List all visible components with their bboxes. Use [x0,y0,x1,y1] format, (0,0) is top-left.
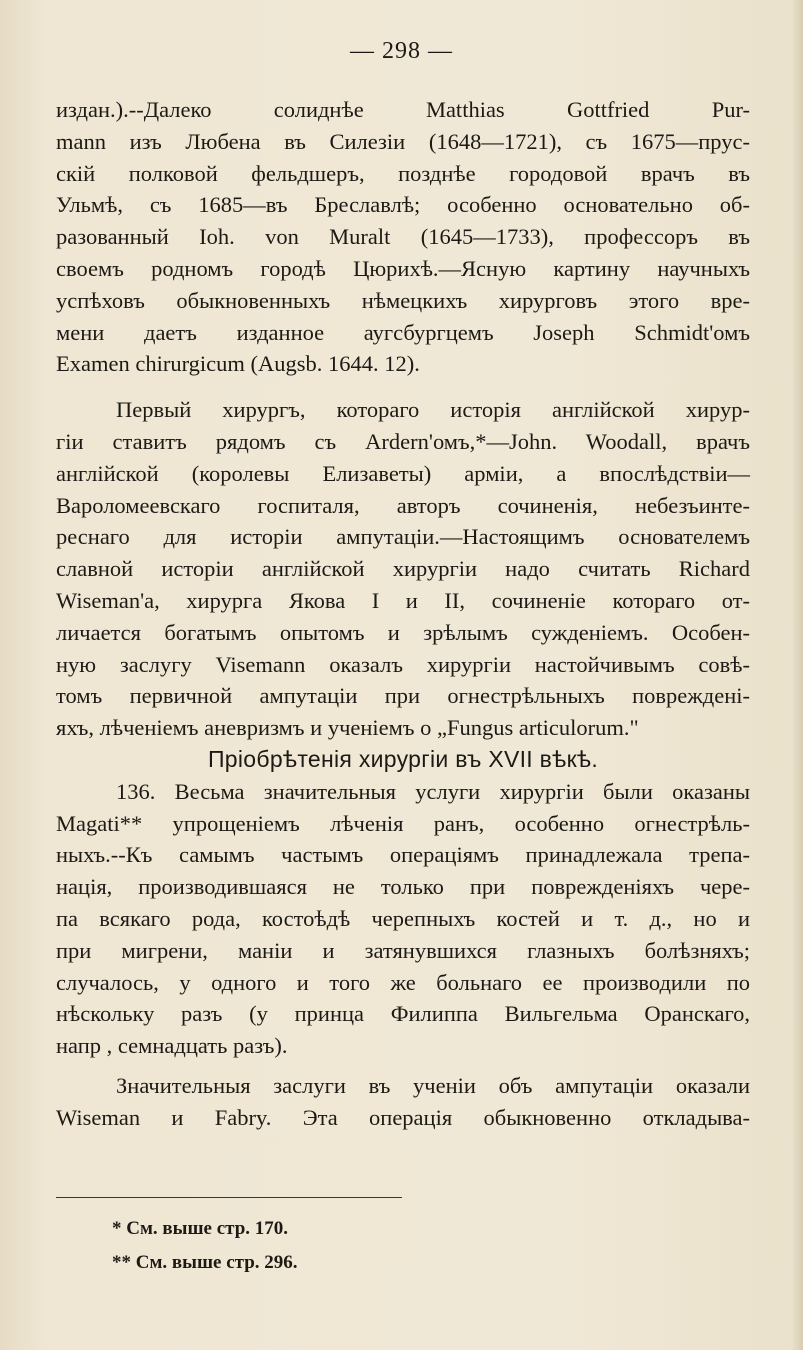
text-line: нація, производившаяся не только при поврежденіяхъ чере- [56,874,750,900]
page-number: — 298 — [350,38,453,64]
footnote: ** См. выше стр. 296. [112,1252,298,1273]
text-line: Ульмѣ, съ 1685—въ Бреславлѣ; особенно основательно об- [56,192,750,218]
text-line: нѣскольку разъ (у принца Филиппа Вильгельма Оранскаго, [56,1001,750,1027]
text-line: Magati** упрощеніемъ лѣченія ранъ, особенно огнестрѣль- [56,810,750,836]
text-line: гіи ставитъ рядомъ съ Ardern'омъ,*—John. Woodall, врачъ [56,428,750,454]
paragraph-gap [56,1062,750,1070]
text-line: Wiseman'а, хирурга Якова I и II, сочиненіе котораго от- [56,587,750,613]
text-line: разованный Ioh. von Muralt (1645—1733), профессоръ въ [56,224,750,250]
text-line: реснаго для исторіи ампутаціи.—Настоящимъ основателемъ [56,524,750,550]
text-line: личается богатымъ опытомъ и зрѣлымъ сужденіемъ. Особен- [56,619,750,645]
text-line: мени даетъ изданное аугсбургцемъ Joseph Schmidt'омъ [56,319,750,345]
text-line: Первый хирургъ, котораго исторія англійской хирур- [116,397,750,423]
footnote-rule [56,1197,402,1198]
text-line: Examen chirurgicum (Augsb. 1644. 12). [56,351,420,377]
text-line: славной исторіи англійской хирургіи надо считать Richard [56,556,750,582]
text-line: случалось, у одного и того же больнаго ее производили по [56,969,750,995]
text-line: Вароломеевскаго госпиталя, авторъ сочиненія, небезъинте- [56,492,750,518]
text-line: напр , семнадцать разъ). [56,1033,288,1059]
text-line: успѣховъ обыкновенныхъ нѣмецкихъ хирурговъ этого вре- [56,287,750,313]
text-line: яхъ, лѣченіемъ аневризмъ и ученіемъ о „Fungus articulorum." [56,715,639,741]
text-line: Wiseman и Fabry. Эта операція обыкновенно откладыва- [56,1104,750,1130]
text-line: при мигрени, маніи и затянувшихся глазныхъ болѣзняхъ; [56,937,750,963]
text-line: томъ первичной ампутаціи при огнестрѣльныхъ поврежденi- [56,683,750,709]
section-heading: Пріобрѣтенія хирургіи въ XVII вѣкѣ. [207,745,599,772]
body-text [56,94,750,1134]
text-line: своемъ родномъ городѣ Цюрихѣ.—Ясную картину научныхъ [56,255,750,281]
footnotes [112,1212,712,1280]
text-line: скій полковой фельдшеръ, позднѣе городовой врачъ въ [56,160,750,186]
page-edge-shadow [793,0,803,1350]
text-line: англійской (королевы Елизаветы) арміи, а впослѣдствіи— [56,460,750,486]
paragraph-gap [56,380,750,394]
footnote: * См. выше стр. 170. [112,1218,289,1239]
text-line: mann изъ Любена въ Силезіи (1648—1721), съ 1675—прус- [56,128,750,154]
text-line: Значительныя заслуги въ ученіи объ ампутаціи оказали [116,1072,750,1098]
text-line: 136. Весьма значительныя услуги хирургіи были оказаны [116,778,750,804]
text-line: па всякаго рода, костоѣдѣ черепныхъ костей и т. д., но и [56,905,750,931]
text-line: ныхъ.--Къ самымъ частымъ операціямъ принадлежала трепа- [56,842,750,868]
text-line: ную заслугу Visemann оказалъ хирургіи настойчивымъ совѣ- [56,651,750,677]
text-line: издан.).--Далеко солиднѣе Matthias Gottfried Pur- [56,97,750,122]
